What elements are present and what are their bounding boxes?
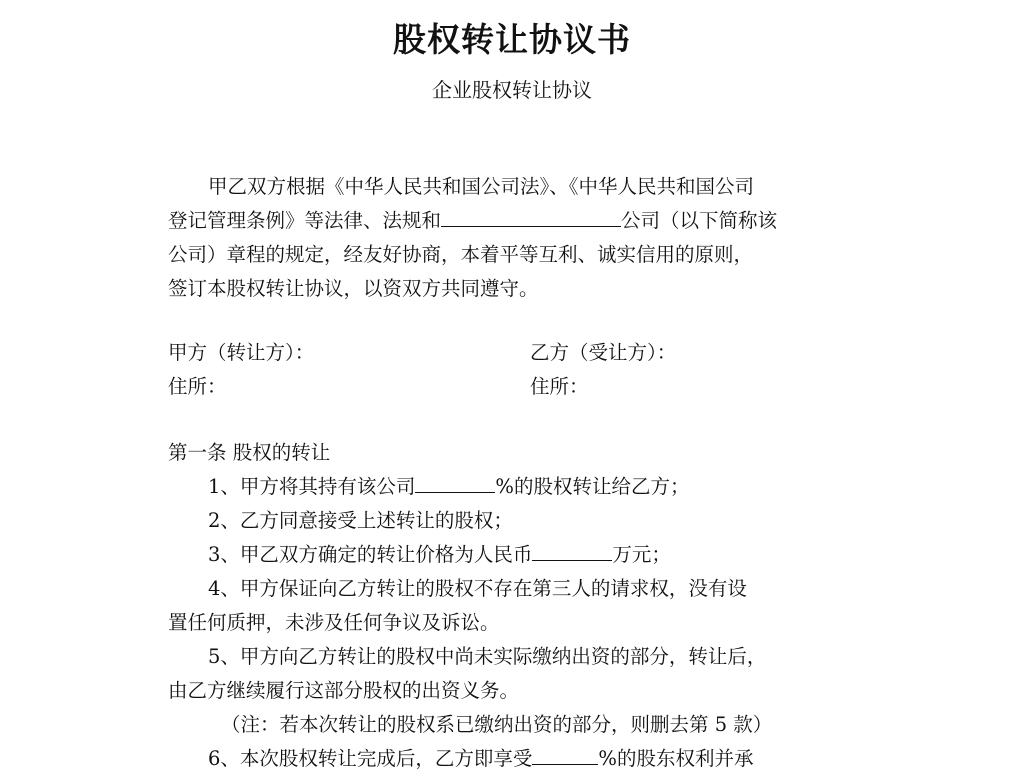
shareholder-rights-percent-blank[interactable] <box>532 742 598 765</box>
share-percent-blank[interactable] <box>415 470 495 493</box>
preamble-line-3: 公司）章程的规定，经友好协商，本着平等互利、诚实信用的原则， <box>168 243 754 266</box>
item-3-text-b: 万元； <box>612 543 671 566</box>
party-b-address-label: 住所： <box>530 375 589 398</box>
document-title: 股权转让协议书 <box>393 20 631 59</box>
article-1-item-4-line-1: 4、甲方保证向乙方转让的股权不存在第三人的请求权，没有设 <box>208 577 747 600</box>
item-1-text-a: 1、甲方将其持有该公司 <box>208 475 416 498</box>
item-1-text-b: %的股权转让给乙方； <box>495 475 690 498</box>
party-a-label: 甲方（转让方）： <box>168 341 315 364</box>
article-1-note: （注：若本次转让的股权系已缴纳出资的部分，则删去第 5 款） <box>221 713 773 736</box>
company-name-blank[interactable] <box>441 204 621 227</box>
article-1-item-6 <box>168 742 868 776</box>
article-1-item-1 <box>168 470 868 504</box>
item-3-text-a: 3、甲乙双方确定的转让价格为人民币 <box>208 543 533 566</box>
article-1-item-5-line-2: 由乙方继续履行这部分股权的出资义务。 <box>168 679 520 702</box>
transfer-price-blank[interactable] <box>532 538 612 561</box>
item-6-text-a: 6、本次股权转让完成后，乙方即享受 <box>208 747 533 770</box>
parties-section <box>168 336 868 404</box>
party-address-row <box>168 370 868 404</box>
preamble-line-2-text-a: 登记管理条例》等法律、法规和 <box>168 209 442 232</box>
preamble-line-2 <box>168 204 868 238</box>
party-a-address-label: 住所： <box>168 375 227 398</box>
document-subtitle: 企业股权转让协议 <box>432 78 592 102</box>
preamble-paragraph <box>168 170 868 306</box>
article-1-item-3 <box>168 538 868 572</box>
preamble-line-1: 甲乙双方根据《中华人民共和国公司法》、《中华人民共和国公司 <box>208 175 755 198</box>
preamble-line-2-text-b: 公司（以下简称该 <box>621 209 778 232</box>
article-1-heading: 第一条 股权的转让 <box>168 441 331 464</box>
preamble-line-4: 签订本股权转让协议，以资双方共同遵守。 <box>168 277 539 300</box>
item-6-text-b: %的股东权利并承 <box>598 747 754 770</box>
article-1-item-4-line-2: 置任何质押，未涉及任何争议及诉讼。 <box>168 611 500 634</box>
party-label-row <box>168 336 868 370</box>
article-1-item-2: 2、乙方同意接受上述转让的股权； <box>208 509 513 532</box>
article-1-item-5-line-1: 5、甲方向乙方转让的股权中尚未实际缴纳出资的部分，转让后， <box>208 645 767 668</box>
party-b-label: 乙方（受让方）： <box>530 341 677 364</box>
article-1-section <box>168 436 868 776</box>
